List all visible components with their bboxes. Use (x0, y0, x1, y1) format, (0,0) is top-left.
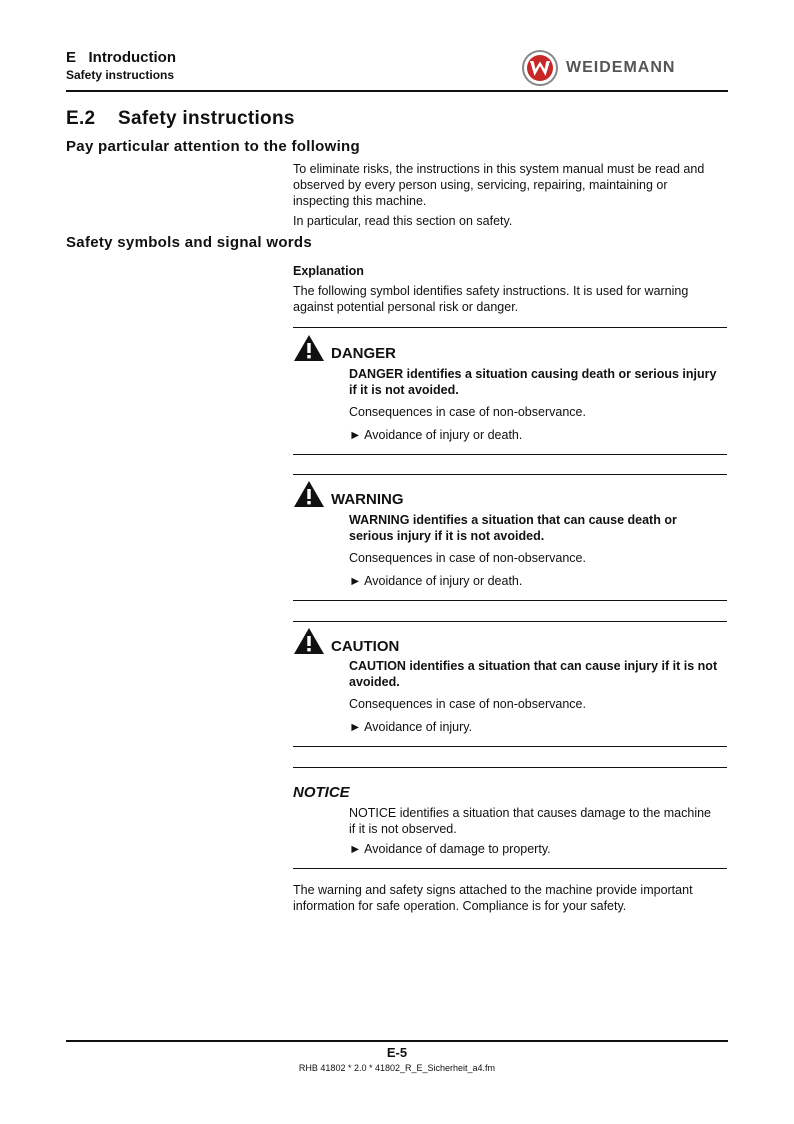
danger-label: DANGER (331, 344, 397, 362)
danger-bottom-rule (293, 454, 727, 455)
document-reference: RHB 41802 * 2.0 * 41802_R_E_Sicherheit_a4.fm (298, 1063, 496, 1073)
page-number: E-5 (386, 1045, 408, 1060)
caution-body (349, 658, 719, 735)
attention-body (293, 161, 727, 229)
caution-avoid: ► Avoidance of injury. (349, 720, 473, 734)
attention-para-1: To eliminate risks, the instructions in this system manual must be read and observed by every person using, servicing, repairing, maintaining or inspecting this machine. (293, 162, 705, 208)
notice-bottom-rule (293, 868, 727, 869)
notice-label: NOTICE (293, 784, 350, 801)
warning-label: WARNING (331, 490, 404, 508)
explanation-text: The following symbol identifies safety instructions. It is used for warning against potential personal risk or danger. (293, 284, 689, 314)
title-number: E.2 (66, 108, 96, 129)
warning-body (349, 512, 719, 589)
caution-consequence: Consequences in case of non-observance. (349, 697, 586, 711)
explanation-label: Explanation (293, 264, 364, 278)
danger-avoid: ► Avoidance of injury or death. (349, 428, 523, 442)
caution-desc: CAUTION identifies a situation that can cause injury if it is not avoided. (349, 659, 718, 689)
danger-consequence: Consequences in case of non-observance. (349, 405, 586, 419)
danger-title (293, 333, 396, 363)
danger-body (349, 366, 719, 443)
caution-title (293, 626, 399, 656)
weidemann-logo-icon (522, 50, 558, 86)
danger-desc: DANGER identifies a situation causing death or serious injury if it is not avoided. (349, 367, 717, 397)
attention-heading: Pay particular attention to the following (66, 138, 360, 155)
footer-divider (66, 1040, 728, 1042)
title-text: Safety instructions (118, 108, 295, 129)
warning-avoid: ► Avoidance of injury or death. (349, 574, 523, 588)
symbols-heading: Safety symbols and signal words (66, 234, 313, 251)
attention-para-2: In particular, read this section on safety. (293, 214, 513, 228)
notice-body (349, 805, 719, 857)
warning-desc: WARNING identifies a situation that can cause death or serious injury if it is not avoided. (349, 513, 677, 543)
warning-triangle-icon (293, 626, 325, 656)
caution-label: CAUTION (331, 637, 400, 655)
notice-avoid: ► Avoidance of damage to property. (349, 842, 551, 856)
header-divider (66, 90, 728, 92)
closing-paragraph: The warning and safety signs attached to the machine provide important information for safe operation. Compliance is for your safety. (293, 883, 693, 913)
warning-title (293, 479, 404, 509)
chapter-title: E Introduction (66, 49, 176, 66)
notice-desc: NOTICE identifies a situation that causes damage to the machine if it is not observed. (349, 806, 711, 836)
caution-bottom-rule (293, 746, 727, 747)
page-title (66, 108, 295, 130)
logo-wordmark: WEIDEMANN (566, 59, 676, 76)
warning-bottom-rule (293, 600, 727, 601)
caution-top-rule (293, 621, 727, 622)
danger-top-rule (293, 327, 727, 328)
weidemann-logo (522, 50, 675, 86)
section-title: Safety instructions (66, 68, 175, 82)
warning-consequence: Consequences in case of non-observance. (349, 551, 586, 565)
warning-triangle-icon (293, 333, 325, 363)
warning-top-rule (293, 474, 727, 475)
warning-triangle-icon (293, 479, 325, 509)
explanation-block (293, 263, 727, 315)
notice-top-rule (293, 767, 727, 768)
